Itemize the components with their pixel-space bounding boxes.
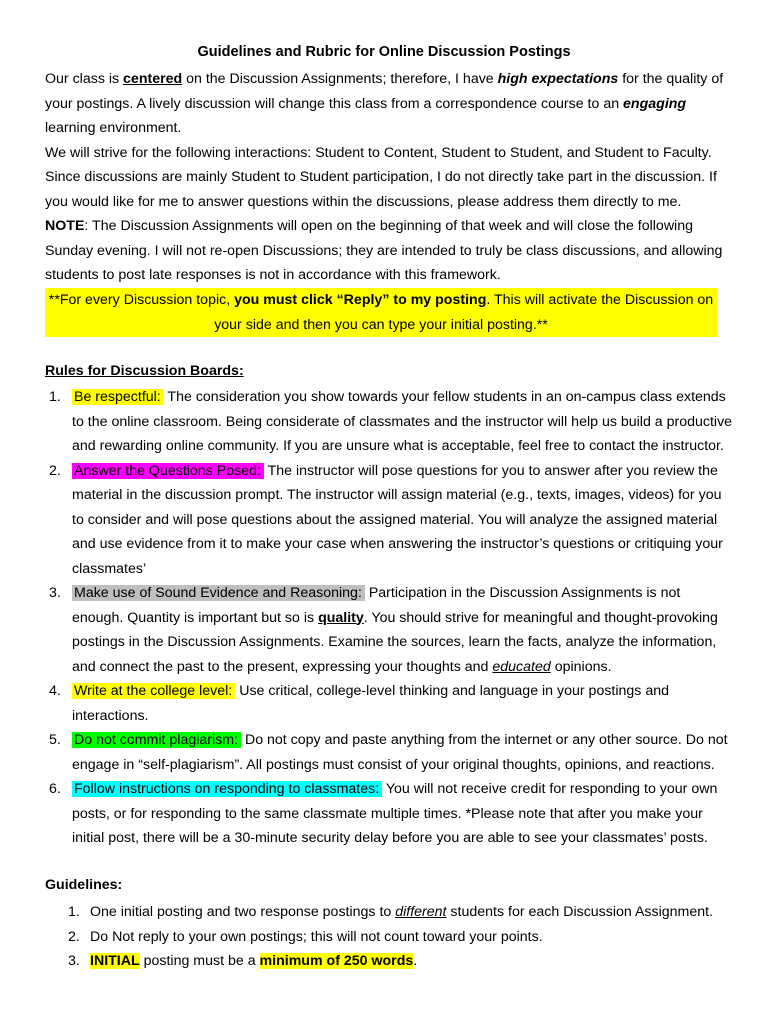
rule-text: You will not receive credit for responding to your own posts, or for responding to the same classmate multiple times. *Please note that after you make your initial post, there will be a 30-minute security delay before you are able to see your classmates’ posts. (72, 781, 718, 846)
note-text: : The Discussion Assignments will open on the beginning of that week and will close the following Sunday evening. I will not re-open Discussions; they are intended to truly be class discussions, and allowing students to post late responses is not in accordance with this framework. (45, 218, 723, 283)
rule-text: . You should strive for meaningful and thought-provoking postings in the Discussion Assignments. Examine the sources, learn the facts, analyze the information, and connect the past to the present, expressing your thoughts and (72, 609, 718, 675)
list-number: 2. (68, 928, 80, 945)
reply-emphasis: you must click “Reply” to my posting (234, 292, 487, 308)
rule-label-highlight: Answer the Questions Posed: (72, 463, 264, 479)
rule-label-highlight: Follow instructions on responding to classmates: (72, 781, 382, 797)
guideline-text: Do Not reply to your own postings; this will not count toward your points. (90, 928, 543, 945)
rules-heading: Rules for Discussion Boards: (45, 363, 244, 379)
rules-list (45, 385, 735, 851)
guideline-text: students for each Discussion Assignment. (446, 904, 714, 920)
rule-label-highlight: Write at the college level: (72, 683, 235, 699)
list-number: 4. (49, 683, 61, 699)
list-item (45, 459, 735, 582)
intro-paragraph-1 (45, 67, 735, 141)
intro-text: Our class is (45, 71, 124, 87)
list-item (45, 581, 735, 679)
guidelines-heading: Guidelines: (45, 877, 123, 893)
guideline-text: One initial posting and two response postings to (90, 904, 396, 920)
list-number: 5. (49, 732, 61, 748)
list-number: 3. (68, 953, 80, 969)
list-item (45, 728, 735, 777)
rule-text: opinions. (550, 658, 612, 675)
emphasis-engaging: engaging (623, 95, 687, 112)
list-item (45, 949, 735, 974)
rule-text: Use critical, college-level thinking and language in your postings and interactions. (72, 683, 670, 724)
intro-paragraph-2: We will strive for the following interactions: Student to Content, Student to Student, and Student to Faculty. Since discussions are mainly Student to Student participation, I do not directly take part in the discussion. If you would like for me to answer questions within the discussions, please address them directly to me. (45, 144, 717, 210)
emphasis-quality: quality (318, 609, 364, 626)
list-item (45, 925, 735, 950)
guideline-text: posting must be a (139, 953, 260, 969)
emphasis-educated: educated (492, 658, 551, 675)
rule-text: The instructor will pose questions for you to answer after you review the material in the discussion prompt. The instructor will assign material (e.g., texts, images, videos) for you to consider and will pose questions about the assigned material. You will analyze the assigned material and use evidence from it to make your case when answering the instructor’s questions or critiquing your classmates’ (72, 462, 723, 577)
reply-text: . This will activate the Discussion on your side and then you can type your initial posting.** (214, 292, 714, 333)
emphasis-initial: INITIAL (90, 953, 140, 969)
rule-label-highlight: Be respectful: (72, 389, 164, 405)
list-item (45, 777, 735, 851)
rule-text: The consideration you show towards your fellow students in an on-campus class extends to the online classroom. Being considerate of classmates and the instructor will help us build a productive and rewarding online community. If you are unsure what is acceptable, feel free to contact the instructor. (72, 389, 733, 454)
note-label: NOTE (45, 218, 85, 234)
list-item (45, 385, 735, 459)
page-title: Guidelines and Rubric for Online Discussion Postings (197, 44, 571, 60)
emphasis-minimum-words: minimum of 250 words (259, 953, 414, 969)
guidelines-list (45, 900, 735, 974)
list-number: 6. (49, 781, 61, 797)
intro-section (45, 67, 735, 288)
list-number: 1. (49, 389, 61, 405)
list-number: 1. (68, 904, 80, 920)
emphasis-centered: centered (123, 71, 183, 87)
guideline-text: . (413, 953, 418, 969)
note-paragraph (45, 214, 735, 288)
list-item (45, 679, 735, 728)
rule-label-highlight: Do not commit plagiarism: (72, 732, 241, 748)
list-number: 2. (49, 462, 61, 479)
list-item (45, 900, 735, 925)
reply-instruction-box (45, 288, 717, 337)
rule-text: Do not copy and paste anything from the internet or any other source. Do not engage in “self-plagiarism”. All postings must consist of your original thoughts, opinions, and reactions. (72, 732, 728, 773)
list-number: 3. (49, 585, 61, 601)
emphasis-different: different (395, 904, 447, 920)
reply-text: **For every Discussion topic, (48, 292, 235, 308)
intro-text: on the Discussion Assignments; therefore, I have (182, 71, 498, 87)
intro-text: learning environment. (45, 120, 182, 136)
intro-text: for the quality of your postings. A lively discussion will change this class from a correspondence course to an (45, 71, 724, 112)
emphasis-high-expectations: high expectations (497, 71, 619, 87)
rule-text: Participation in the Discussion Assignments is not enough. Quantity is important but so is (72, 585, 681, 626)
rule-label-highlight: Make use of Sound Evidence and Reasoning: (72, 585, 365, 601)
